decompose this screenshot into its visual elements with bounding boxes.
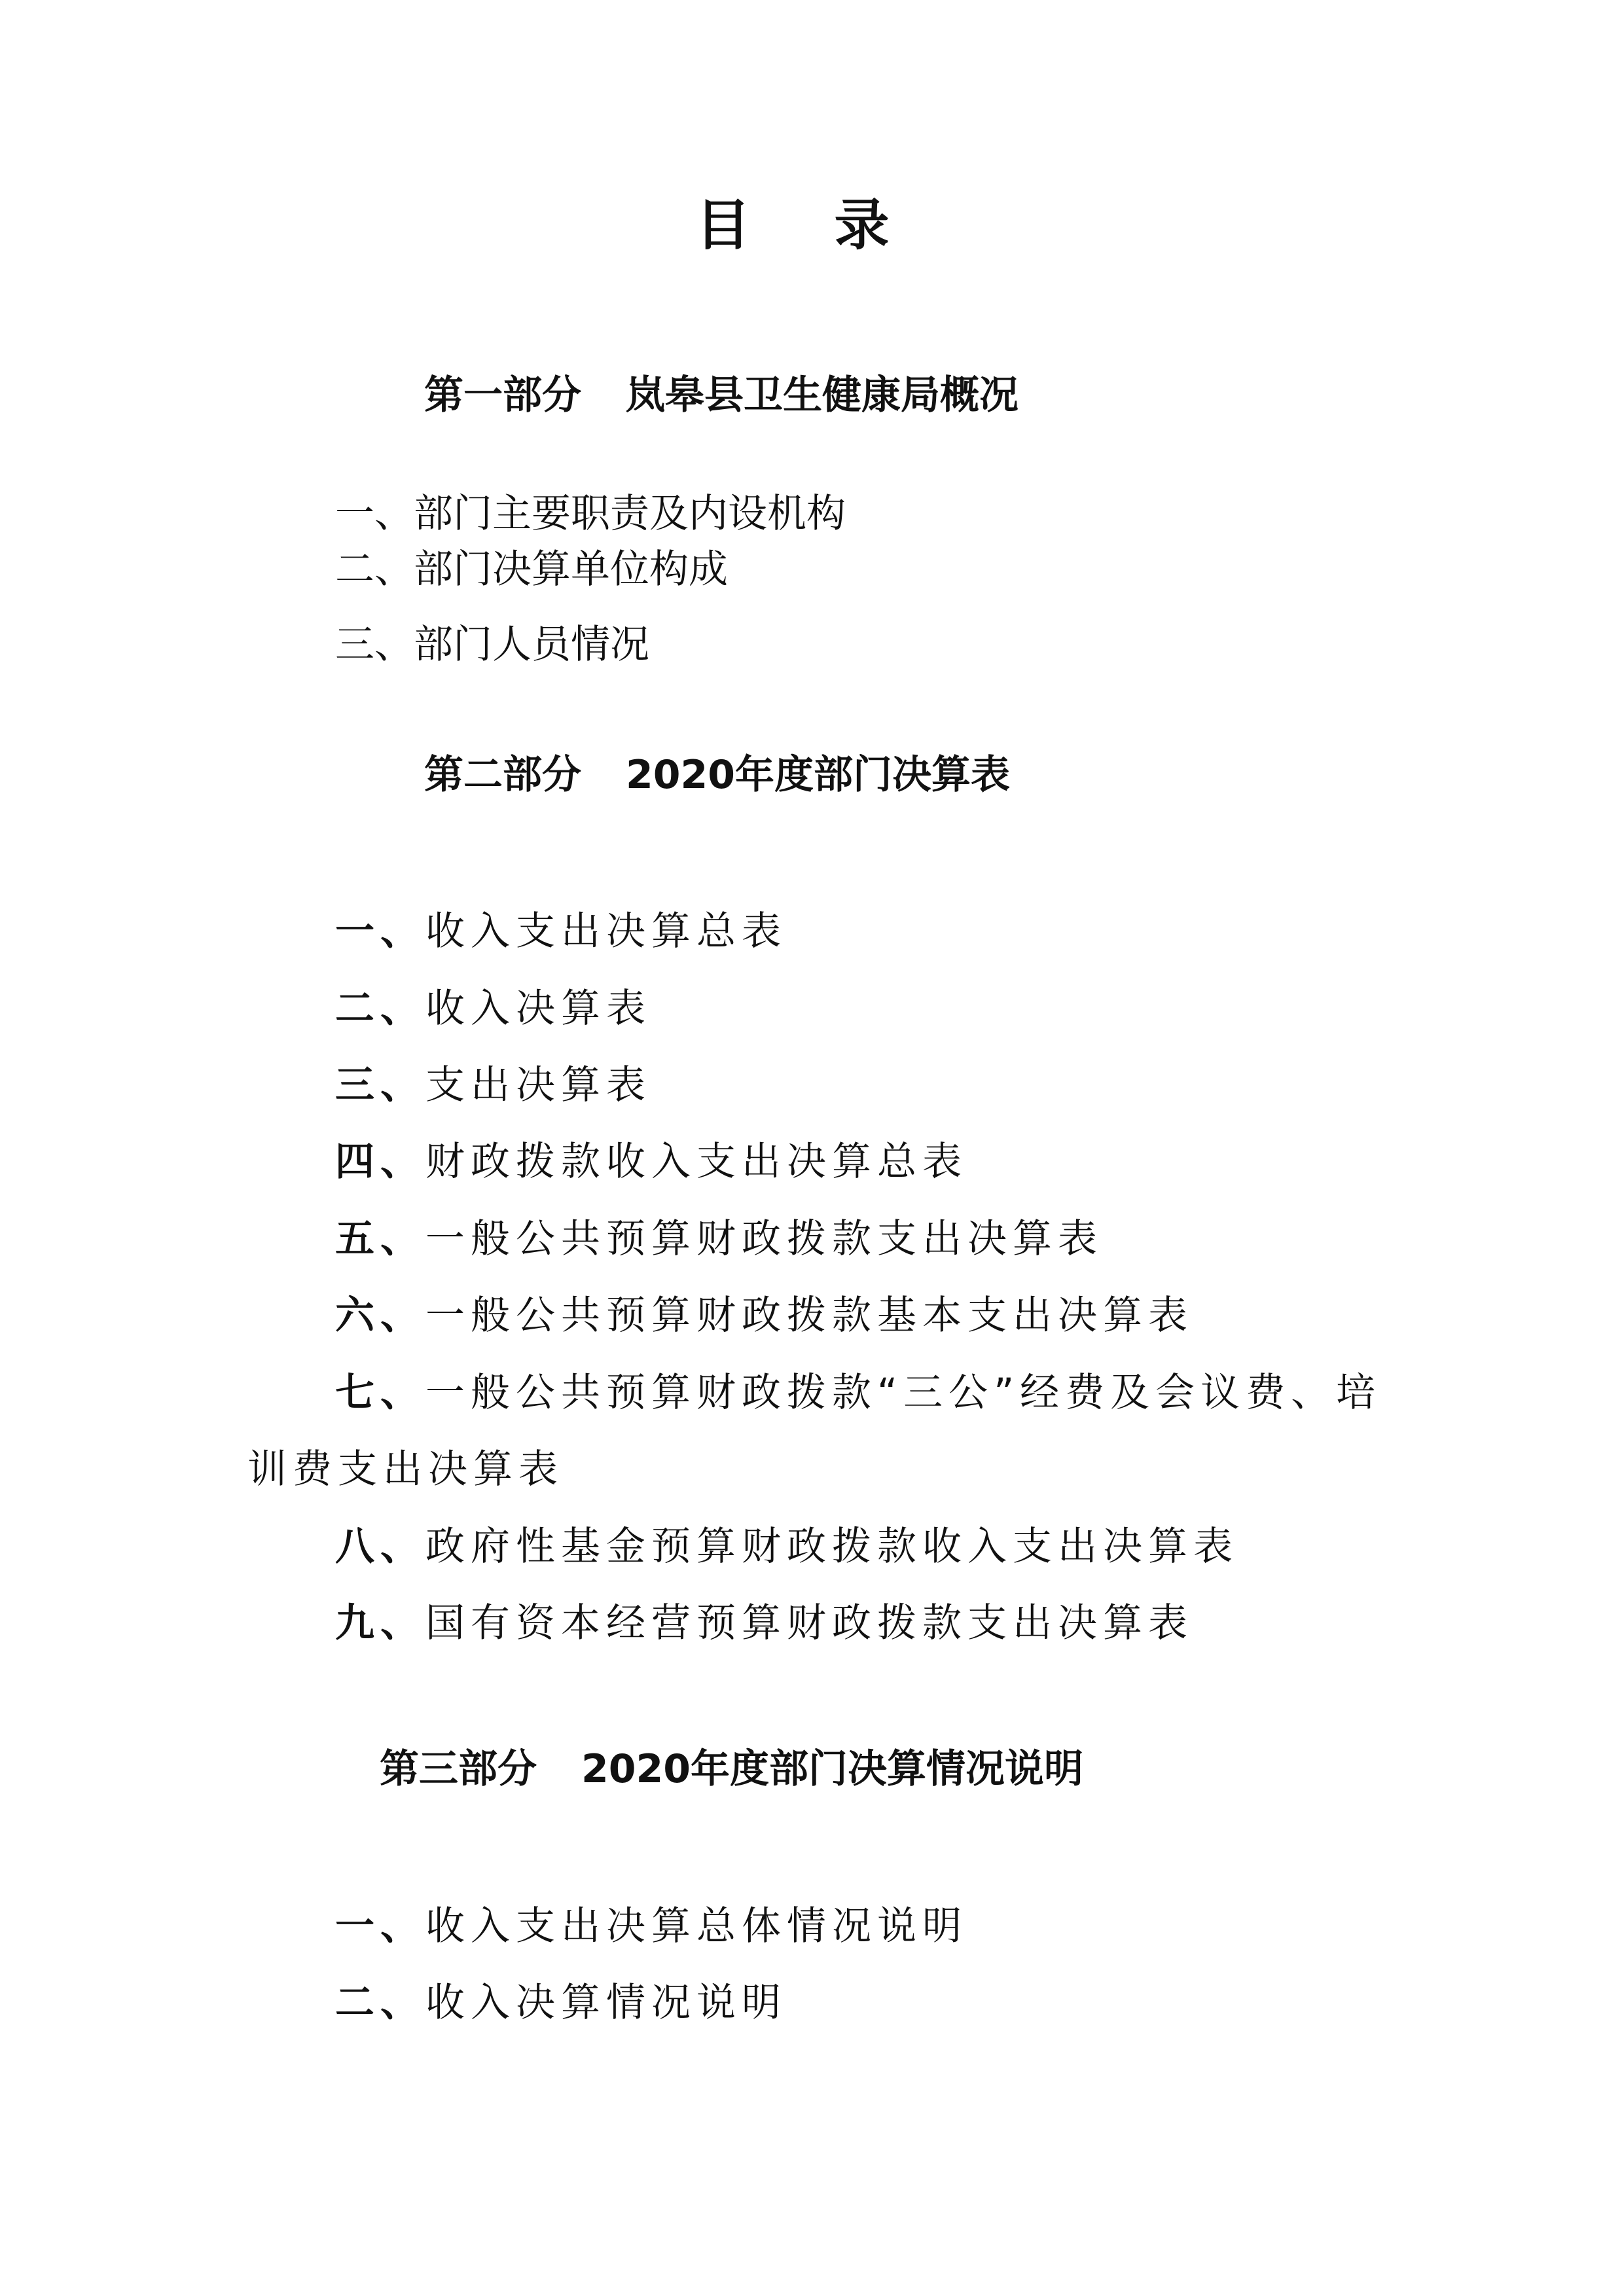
toc-item-number: 七、 [335,1370,425,1416]
toc-item-text: 政府性基金预算财政拨款收入支出决算表 [425,1524,1238,1570]
toc-item-number: 一、 [335,1903,425,1949]
toc-item [335,1903,967,1949]
toc-item-text: 收入决算表 [425,986,651,1031]
part-1-label: 第一部分 [424,372,581,418]
toc-item-text: 收入支出决算总体情况说明 [425,1903,967,1949]
toc-item-text: 部门主要职责及内设机构 [414,491,846,537]
toc-item [335,547,728,592]
toc-item-text: 国有资本经营预算财政拨款支出决算表 [425,1600,1193,1646]
part-3-title: 2020年度部门决算情况说明 [581,1746,1083,1792]
part-3-heading [380,1746,1083,1792]
toc-item-number: 六、 [335,1293,425,1338]
toc-item-number: 三、 [335,622,414,668]
part-2-label: 第二部分 [424,752,581,798]
toc-item [335,1062,651,1108]
toc-item [335,1293,1193,1338]
toc-item-number: 二、 [335,986,425,1031]
part-1-heading [424,372,1019,418]
part-2-heading [424,752,1010,798]
toc-item [335,1370,1382,1416]
toc-item-number: 五、 [335,1216,425,1262]
toc-item [335,1139,967,1185]
part-1-title: 岚皋县卫生健康局概况 [626,372,1019,418]
toc-item-text: 一般公共预算财政拨款基本支出决算表 [425,1293,1193,1338]
toc-item [335,622,649,668]
toc-item-number: 四、 [335,1139,425,1185]
toc-item-number: 二、 [335,547,414,592]
page-title [0,193,1624,257]
toc-item-number: 九、 [335,1600,425,1646]
toc-item-number: 二、 [335,1980,425,2026]
part-3-label: 第三部分 [380,1746,537,1792]
toc-item-number: 一、 [335,491,414,537]
part-2-title: 2020年度部门决算表 [626,752,1010,798]
toc-item-text: 训费支出决算表 [247,1446,564,1492]
toc-item-number: 八、 [335,1524,425,1570]
toc-item-text: 部门决算单位构成 [414,547,728,592]
toc-item-text: 一般公共预算财政拨款支出决算表 [425,1216,1103,1262]
toc-item [335,986,651,1031]
toc-item-text: 收入决算情况说明 [425,1980,787,2026]
toc-item [335,1216,1103,1262]
toc-item-continuation [247,1446,564,1492]
title-char: 录 [834,193,929,257]
toc-item-text: 支出决算表 [425,1062,651,1108]
toc-item [335,491,846,537]
toc-item [335,1980,787,2026]
toc-item [335,1524,1238,1570]
title-char: 目 [695,193,790,257]
toc-item-text: 收入支出决算总表 [425,908,787,954]
toc-item-text: 一般公共预算财政拨款“三公”经费及会议费、培 [425,1370,1382,1416]
toc-item-number: 三、 [335,1062,425,1108]
toc-item [335,908,787,954]
toc-item-text: 财政拨款收入支出决算总表 [425,1139,967,1185]
toc-item-number: 一、 [335,908,425,954]
toc-item [335,1600,1193,1646]
toc-item-text: 部门人员情况 [414,622,649,668]
